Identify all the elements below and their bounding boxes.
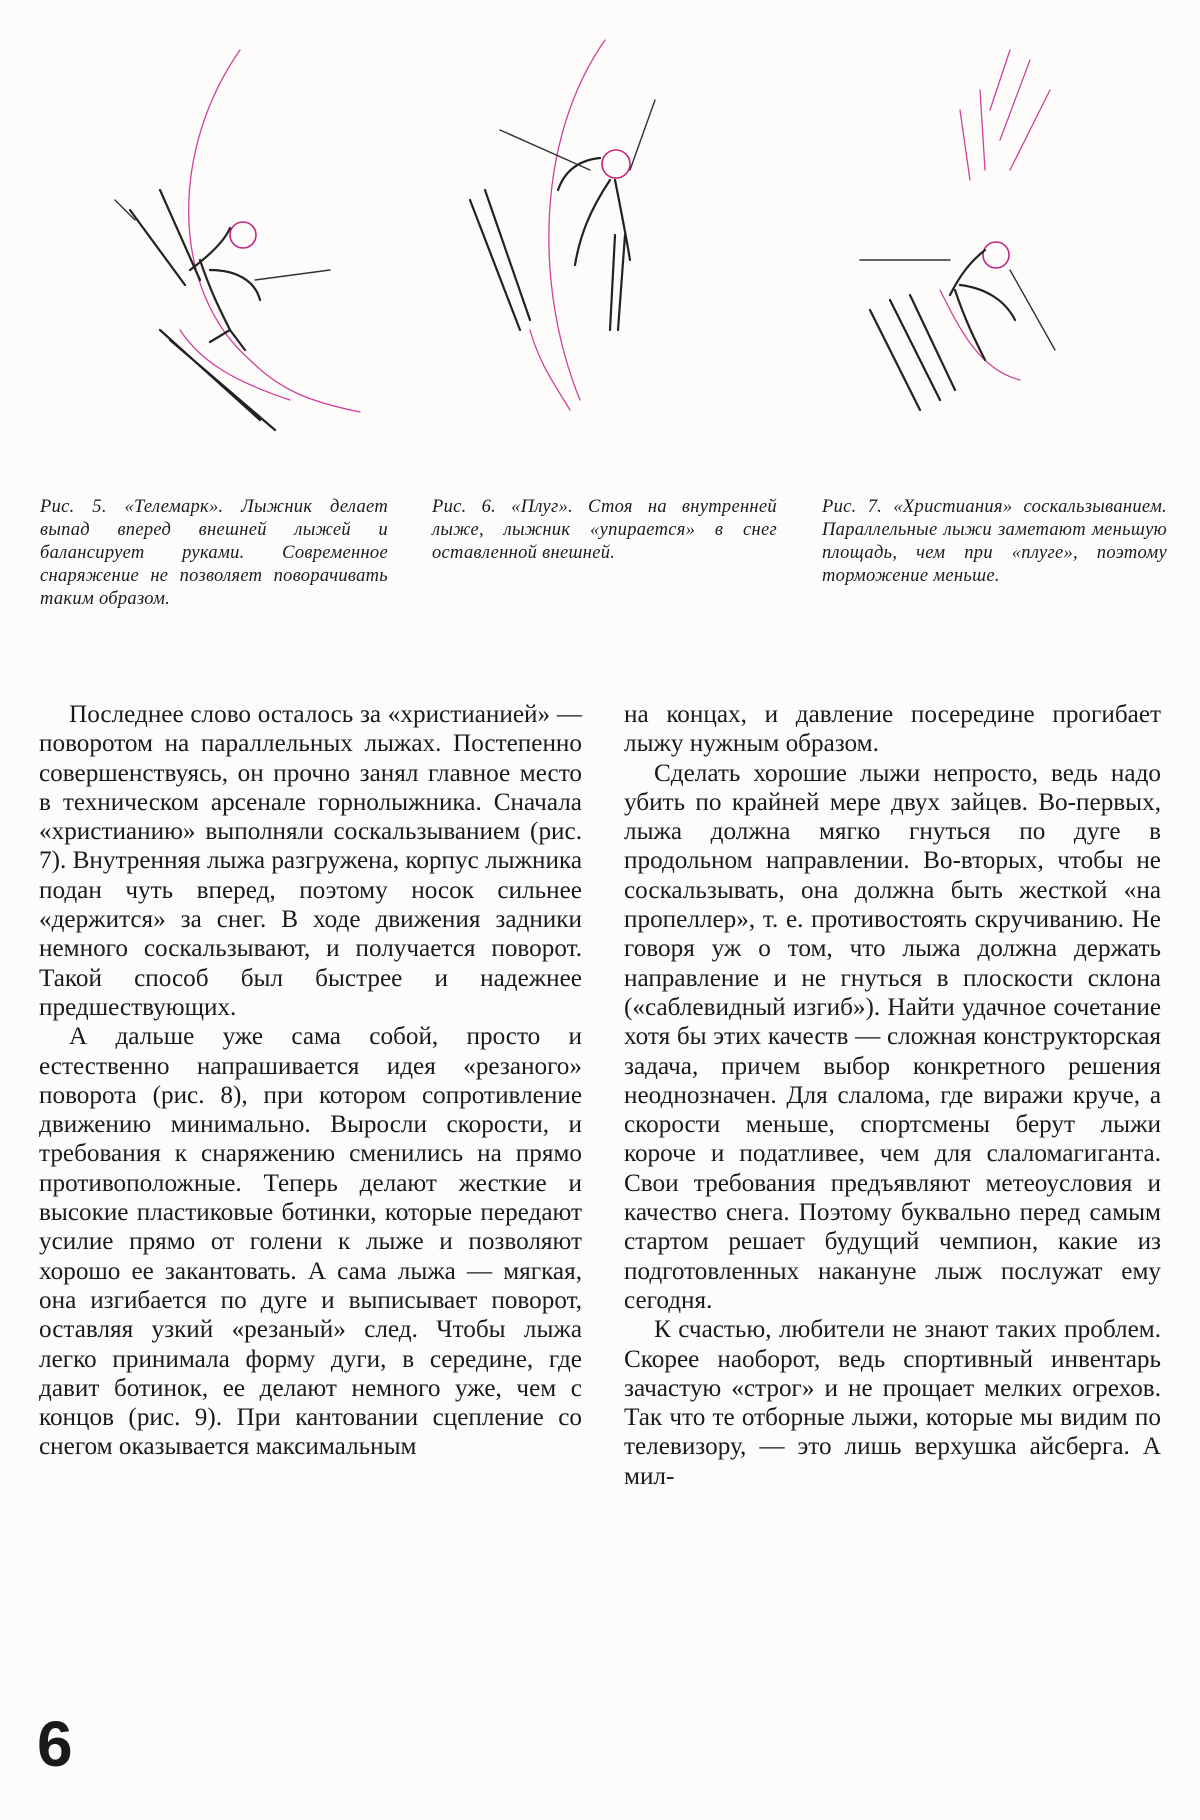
figure-5-caption [40, 496, 388, 611]
figure-7-caption-label: Рис. 7. [822, 497, 883, 517]
figure-5-caption-text: «Телемарк». Лыжник делает выпад вперед внешней лыжей и балансирует руками. Современное снаряжение не позволяет поворачивать таким образом. [40, 497, 388, 609]
body-text-left-column [39, 700, 582, 1462]
figure-7-caption-text: «Христиания» соскальзыванием. Параллельные лыжи заметают меньшую площадь, чем при «плуге», поэтому торможение меньше. [822, 497, 1167, 586]
paragraph: Последнее слово осталось за «христианией» — поворотом на параллельных лыжах. Постепенно совершенствуясь, он прочно занял главное место в техническом арсенале горнолыжника. Сначала «христианию» выполняли соскальзыванием (рис. 7). Внутренняя лыжа разгружена, корпус лыжника подан чуть вперед, поэтому носок сильнее «держится» за снег. В ходе движения задники немного соскальзывают, и получается поворот. Такой способ был быстрее и надежнее предшествующих. [39, 701, 582, 1021]
figure-6-caption [432, 496, 777, 565]
page-number: 6 [37, 1708, 73, 1780]
figure-6-caption-text: «Плуг». Стоя на внутренней лыже, лыжник «упирается» в снег оставленной внешней. [432, 497, 777, 563]
paragraph: на концах, и давление посередине прогибает лыжу нужным образом. [624, 701, 1161, 758]
paragraph: К счастью, любители не знают таких проблем. Скорее наоборот, ведь спортивный инвентарь зачастую «строг» и не прощает мелких огрехов. Так что те отборные лыжи, которые мы видим по телевизору, — это лишь верхушка айсберга. А мил- [624, 1316, 1161, 1490]
figure-plough-drawing [440, 30, 780, 470]
figure-5-caption-label: Рис. 5. [40, 497, 107, 517]
body-text-right-column [624, 700, 1161, 1491]
paragraph: Сделать хорошие лыжи непросто, ведь надо убить по крайней мере двух зайцев. Во-первых, лыжа должна мягко гнуться по дуге в продольном направлении. Во-вторых, чтобы не соскальзывать, она должна быть жесткой «на пропеллер», т. е. противостоять скручиванию. Не говоря уж о том, что лыжа должна держать направление и не гнуться в плоскости склона («саблевидный изгиб»). Найти удачное сочетание хотя бы этих качеств — сложная конструкторская задача, причем выбор конкретного решения неоднозначен. Для слалома, где виражи круче, а скорости меньше, спортсмены берут лыжи короче и податливее, чем для слаломагиганта. Свои требования предъявляют метеоусловия и качество снега. Поэтому буквально перед самым стартом решает будущий чемпион, какие из подготовленных накануне лыж послужат ему сегодня. [624, 759, 1161, 1314]
figure-7-caption [822, 496, 1167, 588]
paragraph: А дальше уже сама собой, просто и естественно напрашивается идея «резаного» поворота (рис. 8), при котором сопротивление движению минимально. Выросли скорости, и требования к снаряжению сменились на прямо противоположные. Теперь делают жесткие и высокие пластиковые ботинки, которые передают усилие прямо от голени к лыже и позволяют хорошо ее закантовать. А сама лыжа — мягкая, она изгибается по дуге и выписывает поворот, оставляя узкий «резаный» след. Чтобы лыжа легко принимала форму дуги, в середине, где давит ботинок, ее делают немного уже, чем с концов (рис. 9). При кантовании сцепление со снегом оказывается максимальным [39, 1023, 582, 1461]
figure-christiania-drawing [810, 30, 1150, 470]
figure-6-caption-label: Рис. 6. [432, 497, 497, 517]
figure-telemark-drawing [60, 30, 400, 470]
